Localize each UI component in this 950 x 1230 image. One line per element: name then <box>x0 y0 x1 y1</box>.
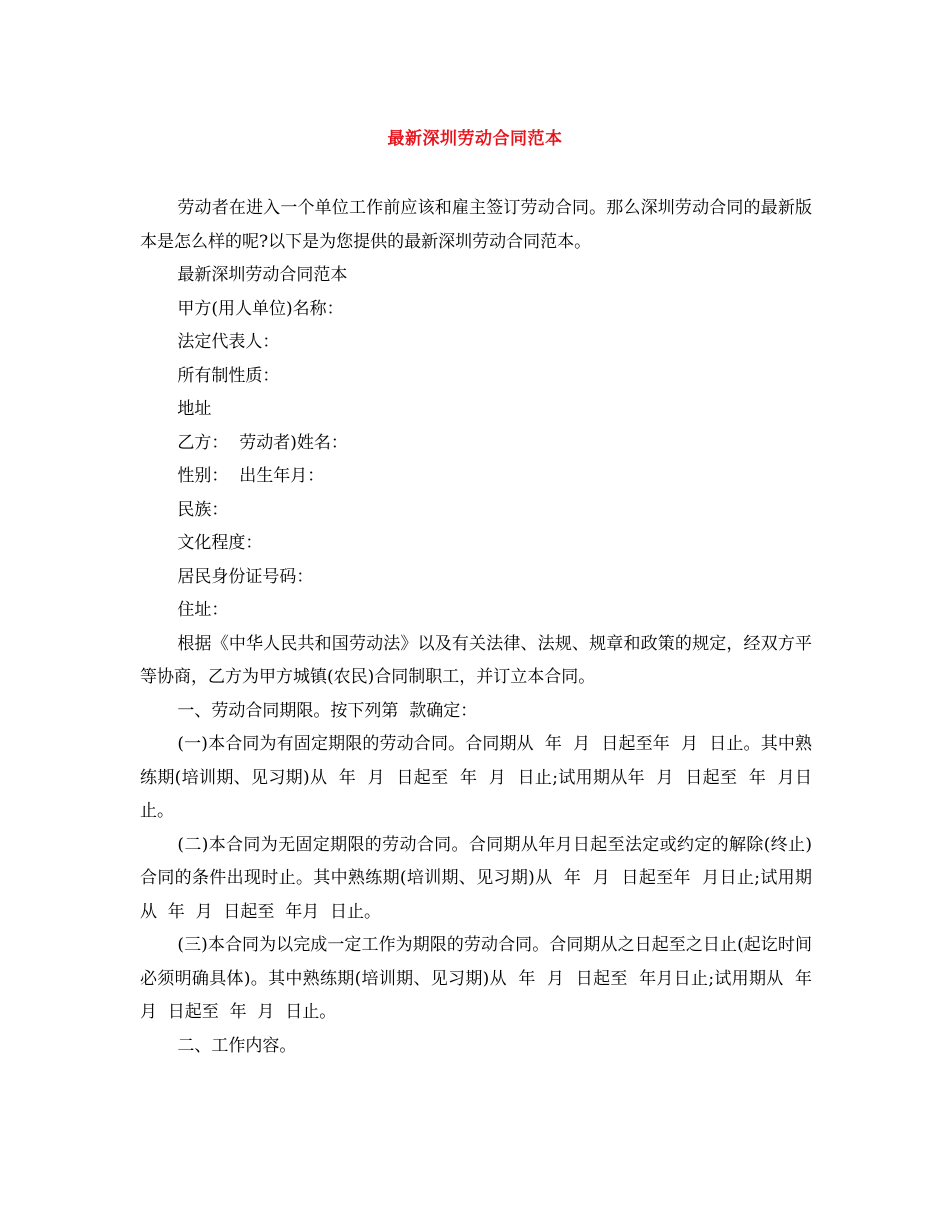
intro-paragraph: 劳动者在进入一个单位工作前应该和雇主签订劳动合同。那么深圳劳动合同的最新版本是怎么样的呢?以下是为您提供的最新深圳劳动合同范本。 <box>140 198 812 252</box>
ethnicity-line: 民族： <box>177 499 229 520</box>
document-title: 最新深圳劳动合同范本 <box>387 129 563 149</box>
document-body <box>140 192 812 1063</box>
address-line: 地址 <box>177 399 212 419</box>
legal-representative-line: 法定代表人： <box>177 332 280 352</box>
clause-fixed-term: (一)本合同为有固定期限的劳动合同。合同期从 年 月 日起至年 月 日止。其中熟练期(培训期、见习期)从 年 月 日起至 年 月 日止;试用期从年 月 日起至 年 月日止。 <box>140 734 812 821</box>
id-number-line: 居民身份证号码： <box>177 566 314 587</box>
section-two-heading: 二、工作内容。 <box>177 1035 297 1056</box>
section-one-heading: 一、劳动合同期限。按下列第 款确定： <box>177 700 478 721</box>
ownership-line: 所有制性质： <box>177 365 280 386</box>
gender-birth-line: 性别： 出生年月： <box>177 466 325 486</box>
clause-task-term: (三)本合同为以完成一定工作为期限的劳动合同。合同期从之日起至之日止(起讫时间必须明确具体)。其中熟练期(培训期、见习期)从 年 月 日起至 年月日止;试用期从 年月 日起至 年 月 日止。 <box>140 935 812 1022</box>
party-a-name-line: 甲方(用人单位)名称： <box>177 298 344 319</box>
residence-line: 住址： <box>177 600 229 620</box>
education-line: 文化程度： <box>177 533 263 553</box>
clause-open-term: (二)本合同为无固定期限的劳动合同。合同期从年月日起至法定或约定的解除(终止)合同的条件出现时止。其中熟练期(培训期、见习期)从 年 月 日起至年 月日止;试用期从 年 月 日起至 年月 日止。 <box>140 834 812 922</box>
legal-basis-paragraph: 根据《中华人民共和国劳动法》以及有关法律、法规、规章和政策的规定，经双方平等协商，乙方为甲方城镇(农民)合同制职工，并订立本合同。 <box>140 633 812 687</box>
contract-heading: 最新深圳劳动合同范本 <box>177 265 348 285</box>
party-b-name-line: 乙方： 劳动者)姓名： <box>177 432 348 453</box>
